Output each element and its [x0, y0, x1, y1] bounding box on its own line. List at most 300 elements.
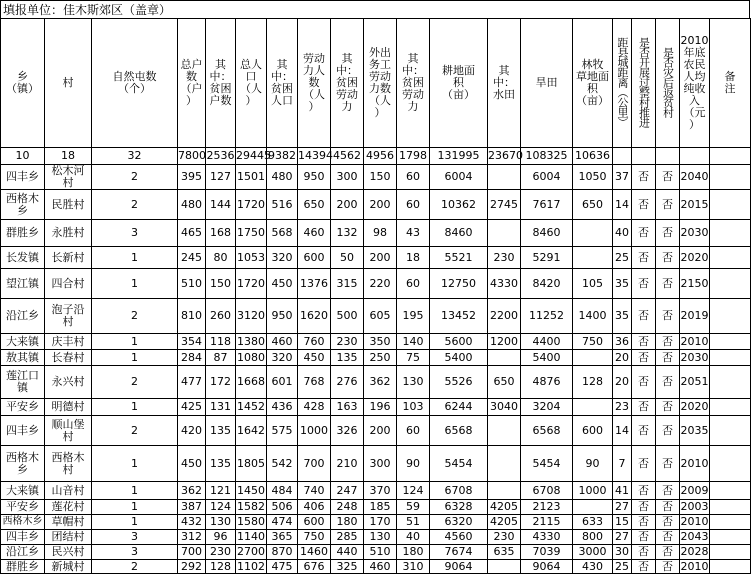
table-cell: 450 — [267, 269, 298, 299]
table-cell: 6328 — [430, 500, 488, 515]
table-cell: 1642 — [236, 416, 267, 446]
table-cell: 260 — [206, 299, 236, 334]
table-cell: 民兴村 — [45, 545, 92, 560]
table-cell: 否 — [656, 545, 680, 560]
table-cell — [710, 220, 751, 247]
table-cell: 14 — [613, 190, 632, 220]
table-cell: 5521 — [430, 247, 488, 269]
table-cell: 450 — [178, 446, 206, 482]
table-cell — [710, 446, 751, 482]
table-cell: 96 — [206, 530, 236, 545]
table-cell: 6568 — [521, 416, 573, 446]
summary-cell: 18 — [45, 148, 92, 165]
table-row — [1, 446, 751, 482]
table-cell: 顺山堡 村 — [45, 416, 92, 446]
table-cell: 130 — [364, 530, 397, 545]
table-cell: 25 — [613, 247, 632, 269]
table-cell: 2051 — [680, 366, 710, 399]
table-cell: 25 — [613, 560, 632, 574]
table-cell: 西格木 村 — [45, 446, 92, 482]
table-cell: 2 — [92, 366, 178, 399]
table-cell: 650 — [298, 190, 331, 220]
table-cell: 草帽村 — [45, 515, 92, 530]
table-cell: 2019 — [680, 299, 710, 334]
table-cell: 2009 — [680, 482, 710, 500]
table-cell: 135 — [206, 446, 236, 482]
table-cell — [573, 220, 613, 247]
table-cell: 8460 — [521, 220, 573, 247]
table-cell: 740 — [298, 482, 331, 500]
table-cell: 团结村 — [45, 530, 92, 545]
table-cell: 40 — [397, 530, 430, 545]
table-cell: 四丰乡 — [1, 530, 45, 545]
table-cell: 否 — [632, 334, 656, 350]
table-cell — [488, 165, 521, 190]
table-cell: 4205 — [488, 500, 521, 515]
table-cell: 75 — [397, 350, 430, 366]
summary-cell — [656, 148, 680, 165]
table-cell: 2020 — [680, 247, 710, 269]
table-row — [1, 165, 751, 190]
table-cell: 1080 — [237, 350, 265, 364]
table-cell: 510 — [178, 269, 206, 299]
table-cell: 否 — [632, 350, 656, 366]
header-paddy: 其 中： 水田 — [488, 19, 521, 148]
table-cell: 否 — [632, 399, 656, 416]
table-cell: 2010 — [680, 334, 709, 348]
table-cell: 163 — [331, 399, 364, 416]
table-cell: 484 — [267, 482, 298, 500]
table-cell: 明德村 — [45, 399, 92, 416]
table-cell: 575 — [267, 416, 298, 446]
table-cell: 506 — [267, 500, 298, 515]
table-cell: 124 — [397, 482, 430, 500]
table-cell: 370 — [364, 482, 397, 500]
header-households: 总户 数 （户 ） — [178, 19, 206, 148]
table-cell: 8420 — [521, 269, 573, 299]
table-cell: 310 — [397, 560, 430, 574]
table-cell: 否 — [632, 560, 656, 574]
table-cell: 800 — [573, 530, 613, 545]
table-cell: 2115 — [521, 515, 573, 530]
table-cell: 510 — [364, 545, 397, 560]
table-cell: 6004 — [521, 165, 573, 190]
header-poor-population: 其 中： 贫困 人口 — [267, 19, 298, 148]
table-cell — [488, 446, 521, 482]
table-cell: 292 — [178, 560, 206, 574]
poverty-village-table — [0, 18, 751, 574]
table-cell: 315 — [331, 269, 364, 299]
table-cell — [710, 560, 751, 574]
table-cell: 542 — [267, 446, 298, 482]
table-cell: 14 — [613, 416, 632, 446]
table-cell: 2030 — [680, 220, 710, 247]
table-row — [1, 530, 751, 545]
header-farmland: 耕地面 积 （亩） — [430, 19, 488, 148]
table-cell: 200 — [364, 247, 397, 269]
table-cell — [573, 399, 613, 416]
table-cell: 2 — [92, 416, 178, 446]
table-row — [1, 416, 751, 446]
table-cell: 1000 — [298, 416, 331, 446]
table-cell: 59 — [397, 500, 430, 515]
table-cell: 否 — [656, 560, 680, 574]
table-cell: 605 — [364, 299, 397, 334]
table-cell: 庆丰村 — [45, 334, 92, 350]
table-cell: 否 — [656, 515, 680, 530]
table-cell: 428 — [298, 399, 331, 416]
table-cell: 2028 — [680, 545, 709, 558]
table-cell — [710, 190, 751, 220]
table-cell: 2040 — [680, 165, 710, 190]
table-cell: 600 — [573, 416, 613, 446]
table-cell: 1102 — [237, 559, 265, 573]
table-cell: 否 — [632, 515, 656, 530]
table-cell: 4876 — [521, 366, 573, 399]
table-row — [1, 399, 751, 416]
table-cell: 27 — [613, 500, 632, 515]
table-cell: 60 — [397, 269, 430, 299]
table-cell: 2123 — [521, 500, 573, 515]
table-cell: 望江镇 — [1, 269, 45, 299]
table-cell: 80 — [206, 247, 236, 269]
header-forest: 林牧 草地面 积 （亩） — [573, 19, 613, 148]
table-cell: 泡子沿 村 — [45, 299, 92, 334]
table-cell: 1140 — [237, 530, 265, 543]
table-cell: 否 — [632, 190, 656, 220]
summary-cell — [710, 148, 751, 165]
table-cell — [710, 482, 751, 500]
table-cell: 永兴村 — [45, 366, 92, 399]
table-cell: 否 — [656, 334, 680, 350]
table-cell — [573, 500, 613, 515]
table-cell: 247 — [331, 482, 364, 500]
header-township: 乡 （镇） — [1, 19, 45, 148]
table-cell: 1 — [92, 334, 178, 350]
table-cell: 185 — [364, 500, 397, 515]
table-cell: 90 — [397, 446, 430, 482]
table-cell: 30 — [613, 545, 632, 560]
table-cell: 420 — [178, 416, 206, 446]
table-row — [1, 299, 751, 334]
table-cell: 5400 — [521, 350, 573, 366]
table-cell: 山音村 — [45, 482, 92, 500]
table-cell: 601 — [267, 366, 298, 399]
table-cell: 敖其镇 — [1, 350, 45, 366]
table-row — [1, 334, 751, 350]
table-cell: 245 — [178, 247, 206, 269]
table-cell: 440 — [331, 545, 364, 560]
table-cell — [710, 366, 751, 399]
table-cell: 460 — [298, 220, 331, 247]
table-row — [1, 247, 751, 269]
table-cell: 1400 — [573, 299, 613, 334]
table-cell: 1 — [92, 350, 178, 366]
table-cell: 118 — [206, 334, 236, 350]
summary-cell: 108325 — [521, 148, 573, 165]
table-cell: 7039 — [521, 545, 573, 560]
table-cell: 210 — [331, 446, 364, 482]
table-cell: 否 — [656, 416, 680, 446]
table-cell: 460 — [267, 334, 298, 350]
table-cell: 700 — [178, 545, 206, 560]
table-cell: 516 — [267, 190, 298, 220]
table-cell: 365 — [267, 530, 298, 545]
table-cell: 312 — [178, 530, 206, 545]
summary-cell: 29445 — [236, 148, 267, 165]
table-cell: 128 — [206, 560, 236, 574]
table-cell — [710, 165, 751, 190]
table-cell: 87 — [206, 350, 236, 366]
table-cell: 432 — [178, 515, 206, 530]
table-cell: 395 — [178, 165, 206, 190]
table-cell: 否 — [656, 530, 680, 545]
table-cell: 103 — [397, 399, 430, 416]
table-cell: 四丰乡 — [1, 165, 45, 190]
table-cell — [488, 482, 521, 500]
table-cell: 23 — [613, 399, 632, 416]
table-cell: 635 — [488, 545, 521, 560]
table-cell: 300 — [364, 446, 397, 482]
table-cell — [710, 247, 751, 269]
table-cell — [710, 299, 751, 334]
table-cell: 121 — [206, 482, 236, 500]
header-row — [1, 19, 751, 148]
table-cell: 否 — [656, 350, 680, 366]
table-cell: 四丰乡 — [1, 416, 45, 446]
table-cell: 平安乡 — [1, 399, 45, 416]
table-cell: 否 — [656, 299, 680, 334]
table-cell: 4560 — [430, 530, 488, 545]
table-cell: 250 — [364, 350, 397, 366]
table-cell: 168 — [206, 220, 236, 247]
table-cell: 3120 — [236, 299, 267, 334]
table-cell: 否 — [632, 500, 656, 515]
table-cell: 27 — [613, 530, 632, 545]
table-cell: 1501 — [236, 165, 267, 190]
table-cell: 135 — [206, 416, 236, 446]
table-cell: 莲江口 镇 — [1, 366, 45, 399]
table-cell: 230 — [206, 545, 236, 560]
table-cell: 425 — [178, 399, 206, 416]
table-cell: 750 — [573, 334, 613, 350]
table-cell — [573, 350, 613, 366]
table-cell: 10362 — [430, 190, 488, 220]
table-cell: 144 — [206, 190, 236, 220]
table-cell: 326 — [331, 416, 364, 446]
table-cell: 90 — [573, 446, 613, 482]
table-cell: 2 — [92, 165, 178, 190]
header-distance: 距县城距离（公里） — [613, 19, 632, 148]
table-cell: 36 — [613, 334, 632, 350]
table-cell: 否 — [656, 482, 680, 500]
table-cell: 230 — [331, 334, 364, 350]
table-cell: 6244 — [430, 399, 488, 416]
table-cell: 大来镇 — [1, 482, 45, 500]
table-cell — [573, 247, 613, 269]
table-cell: 否 — [632, 446, 656, 482]
table-cell: 3 — [92, 220, 178, 247]
header-remarks: 备 注 — [710, 19, 751, 148]
table-cell: 450 — [298, 350, 331, 366]
header-labor: 劳动 力人 数 （人 ） — [298, 19, 331, 148]
table-cell: 18 — [397, 247, 430, 269]
table-cell: 否 — [632, 530, 656, 545]
table-cell — [710, 334, 751, 350]
table-cell: 460 — [364, 560, 397, 574]
table-cell: 284 — [178, 350, 206, 366]
table-cell: 220 — [364, 269, 397, 299]
table-cell: 1000 — [573, 482, 613, 500]
table-cell: 195 — [397, 299, 430, 334]
table-cell: 477 — [178, 366, 206, 399]
table-cell: 200 — [364, 190, 397, 220]
summary-cell: 9382 — [267, 148, 298, 165]
table-cell: 12750 — [430, 269, 488, 299]
summary-cell — [613, 148, 632, 165]
header-renovated: 是否开展过整村推进 — [632, 19, 656, 148]
table-cell: 130 — [206, 515, 236, 530]
table-cell — [710, 530, 751, 545]
table-row — [1, 220, 751, 247]
table-cell: 否 — [656, 500, 680, 515]
table-cell: 768 — [298, 366, 331, 399]
table-cell: 否 — [632, 416, 656, 446]
table-cell: 5291 — [521, 247, 573, 269]
table-cell: 群胜乡 — [1, 220, 45, 247]
table-cell: 7 — [613, 446, 632, 482]
table-cell — [488, 350, 521, 366]
table-cell: 1053 — [236, 247, 267, 269]
table-cell: 350 — [364, 334, 397, 350]
table-cell — [710, 399, 751, 416]
summary-cell: 14394 — [298, 148, 331, 165]
table-cell: 300 — [331, 165, 364, 190]
table-cell: 1620 — [298, 299, 331, 334]
header-income: 2010 年底 农民 人均 纯收 入（元 ） — [680, 19, 710, 148]
table-cell: 5454 — [521, 446, 573, 482]
table-cell: 6708 — [430, 482, 488, 500]
header-poor-households: 其 中： 贫困 户数 — [206, 19, 236, 148]
summary-cell: 4956 — [364, 148, 397, 165]
table-cell: 新城村 — [45, 560, 92, 574]
table-cell: 长发镇 — [1, 247, 45, 269]
table-cell: 650 — [573, 190, 613, 220]
table-cell: 1720 — [236, 190, 267, 220]
table-cell: 35 — [613, 299, 632, 334]
table-cell: 1050 — [573, 165, 613, 190]
table-cell: 否 — [632, 220, 656, 247]
table-cell: 1 — [92, 247, 178, 269]
table-cell — [710, 269, 751, 299]
table-cell: 1582 — [237, 500, 265, 513]
summary-cell — [632, 148, 656, 165]
table-cell: 否 — [656, 366, 680, 399]
table-cell: 15 — [613, 515, 632, 530]
table-cell: 130 — [397, 366, 430, 399]
table-cell: 37 — [613, 165, 632, 190]
table-cell: 325 — [331, 560, 364, 574]
table-cell: 436 — [267, 399, 298, 416]
table-cell: 4330 — [521, 530, 573, 545]
table-cell: 406 — [298, 500, 331, 515]
table-cell: 4400 — [521, 334, 573, 350]
table-cell — [488, 220, 521, 247]
table-cell: 6708 — [521, 482, 573, 500]
table-cell: 474 — [267, 515, 298, 530]
table-cell: 1 — [92, 515, 178, 530]
table-row — [1, 350, 751, 366]
table-cell: 60 — [397, 165, 430, 190]
table-row — [1, 482, 751, 500]
table-cell: 否 — [632, 299, 656, 334]
summary-cell: 32 — [92, 148, 178, 165]
table-cell: 1720 — [236, 269, 267, 299]
summary-cell: 1798 — [397, 148, 430, 165]
table-cell: 2035 — [680, 416, 710, 446]
table-cell: 568 — [267, 220, 298, 247]
table-cell: 465 — [178, 220, 206, 247]
table-cell — [710, 515, 751, 530]
table-cell: 2015 — [680, 190, 710, 220]
table-row — [1, 560, 751, 574]
table-cell: 20 — [613, 350, 632, 366]
table-cell: 2700 — [237, 545, 265, 558]
table-cell: 1668 — [236, 366, 267, 399]
table-cell: 6320 — [430, 515, 488, 530]
table-cell: 长春村 — [45, 350, 92, 366]
table-cell: 180 — [331, 515, 364, 530]
table-cell: 2010 — [680, 446, 710, 482]
header-poor-labor: 其 中： 贫困 劳动 力 — [331, 19, 364, 148]
summary-cell: 10636 — [573, 148, 613, 165]
table-cell: 2 — [92, 190, 178, 220]
table-cell: 2200 — [488, 299, 521, 334]
table-cell: 否 — [656, 165, 680, 190]
table-cell: 否 — [656, 190, 680, 220]
table-cell: 131 — [206, 399, 236, 416]
table-cell: 600 — [298, 515, 331, 530]
table-cell: 60 — [397, 190, 430, 220]
table-cell — [710, 416, 751, 446]
table-cell: 500 — [331, 299, 364, 334]
table-cell: 387 — [178, 500, 206, 515]
table-cell: 2010 — [680, 515, 709, 528]
table-cell: 43 — [397, 220, 430, 247]
table-cell: 172 — [206, 366, 236, 399]
table-cell — [488, 560, 521, 574]
header-relapse: 是否灾后返贫村 — [656, 19, 680, 148]
summary-cell: 10 — [1, 148, 45, 165]
table-cell: 633 — [573, 515, 613, 530]
table-cell: 20 — [613, 366, 632, 399]
table-cell: 196 — [364, 399, 397, 416]
table-cell: 否 — [656, 446, 680, 482]
table-cell: 群胜乡 — [1, 560, 45, 574]
table-cell: 3040 — [488, 399, 521, 416]
table-cell: 否 — [632, 247, 656, 269]
table-cell: 124 — [206, 500, 236, 515]
table-cell: 2030 — [680, 350, 709, 364]
table-cell: 700 — [298, 446, 331, 482]
table-cell: 430 — [573, 560, 613, 574]
table-cell: 否 — [656, 220, 680, 247]
table-cell: 沿江乡 — [1, 545, 45, 560]
table-cell: 否 — [656, 399, 680, 416]
table-cell: 3 — [92, 530, 178, 545]
table-cell: 200 — [331, 190, 364, 220]
table-cell: 西格木 乡 — [1, 446, 45, 482]
